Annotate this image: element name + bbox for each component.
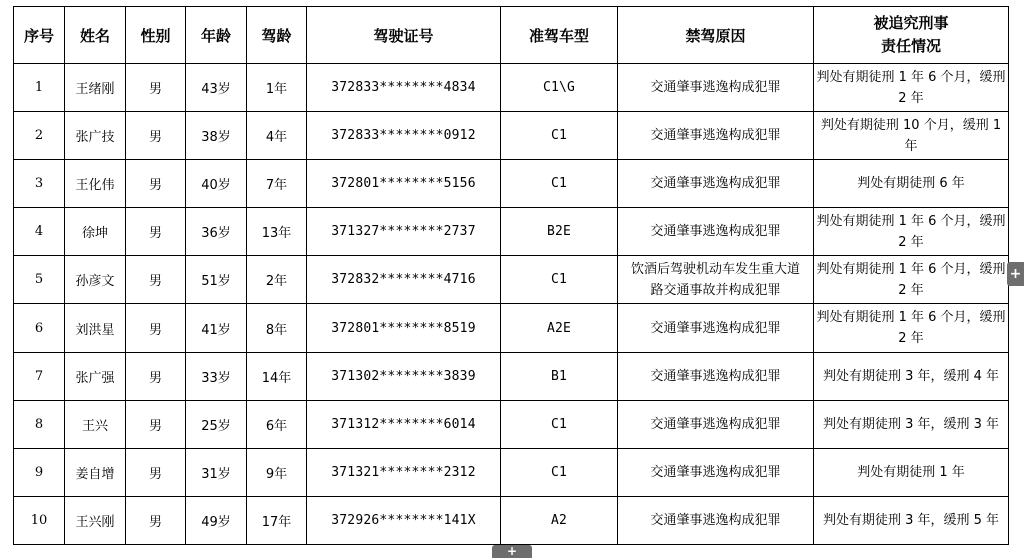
header-name: 姓名: [65, 7, 126, 64]
cell-ban-reason: [618, 448, 814, 496]
cell-license: 372833********0912: [307, 112, 501, 160]
cell-gender: 男: [126, 208, 186, 256]
cell-sentence: 判处有期徒刑 3 年，缓刑 3 年: [814, 400, 1009, 448]
cell-age: 43岁: [186, 64, 247, 112]
cell-age: 40岁: [186, 160, 247, 208]
expand-row-handle[interactable]: +: [492, 545, 532, 558]
cell-driving-years: 13年: [247, 208, 307, 256]
cell-license: 371327********2737: [307, 208, 501, 256]
header-gender: 性别: [126, 7, 186, 64]
header-criminal-line1: 被追究刑事: [873, 14, 949, 32]
cell-ban-reason: [618, 352, 814, 400]
ban-reason-line: 交通肇事逃逸构成犯罪: [650, 320, 781, 336]
cell-driving-years: 1年: [247, 64, 307, 112]
ban-reason-line: 路交通事故并构成犯罪: [650, 282, 781, 298]
cell-driving-years: 4年: [247, 112, 307, 160]
cell-license: 371302********3839: [307, 352, 501, 400]
cell-index: 5: [14, 256, 65, 304]
table-row: [14, 64, 1009, 112]
cell-gender: 男: [126, 112, 186, 160]
header-age: 年龄: [186, 7, 247, 64]
cell-vehicle-type: C1: [501, 448, 618, 496]
cell-name: 王绪刚: [65, 64, 126, 112]
cell-sentence: 判处有期徒刑 1 年 6 个月，缓刑 2 年: [814, 64, 1009, 112]
table-row: [14, 208, 1009, 256]
cell-license: 372801********5156: [307, 160, 501, 208]
cell-ban-reason: [618, 400, 814, 448]
ban-reason-line: 交通肇事逃逸构成犯罪: [650, 416, 781, 432]
cell-ban-reason: [618, 208, 814, 256]
header-vehicle-type: 准驾车型: [501, 7, 618, 64]
cell-gender: 男: [126, 448, 186, 496]
cell-age: 31岁: [186, 448, 247, 496]
cell-ban-reason: [618, 496, 814, 544]
cell-gender: 男: [126, 160, 186, 208]
cell-vehicle-type: C1\G: [501, 64, 618, 112]
table-row: [14, 496, 1009, 544]
cell-vehicle-type: B1: [501, 352, 618, 400]
cell-index: 7: [14, 352, 65, 400]
cell-vehicle-type: B2E: [501, 208, 618, 256]
header-ban-reason: 禁驾原因: [618, 7, 814, 64]
cell-name: 刘洪星: [65, 304, 126, 352]
cell-driving-years: 8年: [247, 304, 307, 352]
cell-sentence: 判处有期徒刑 3 年，缓刑 5 年: [814, 496, 1009, 544]
table-row: [14, 304, 1009, 352]
cell-driving-years: 7年: [247, 160, 307, 208]
cell-license: 371312********6014: [307, 400, 501, 448]
cell-vehicle-type: C1: [501, 400, 618, 448]
table-row: [14, 400, 1009, 448]
cell-gender: 男: [126, 496, 186, 544]
header-criminal-line2: 责任情况: [880, 37, 941, 55]
cell-age: 36岁: [186, 208, 247, 256]
cell-sentence: 判处有期徒刑 1 年: [814, 448, 1009, 496]
cell-sentence: 判处有期徒刑 3 年，缓刑 4 年: [814, 352, 1009, 400]
cell-license: 372926********141X: [307, 496, 501, 544]
cell-index: 6: [14, 304, 65, 352]
cell-ban-reason: [618, 304, 814, 352]
cell-gender: 男: [126, 304, 186, 352]
cell-index: 2: [14, 112, 65, 160]
ban-reason-line: 交通肇事逃逸构成犯罪: [650, 512, 781, 528]
ban-reason-line: 交通肇事逃逸构成犯罪: [650, 80, 781, 96]
cell-ban-reason: [618, 160, 814, 208]
cell-license: 371321********2312: [307, 448, 501, 496]
ban-reason-line: 交通肇事逃逸构成犯罪: [650, 368, 781, 384]
cell-driving-years: 2年: [247, 256, 307, 304]
cell-age: 51岁: [186, 256, 247, 304]
ban-reason-line: 交通肇事逃逸构成犯罪: [650, 128, 781, 144]
cell-license: 372801********8519: [307, 304, 501, 352]
cell-vehicle-type: C1: [501, 256, 618, 304]
cell-name: 王兴: [65, 400, 126, 448]
banned-drivers-table: [13, 6, 1009, 545]
header-license: 驾驶证号: [307, 7, 501, 64]
cell-index: 10: [14, 496, 65, 544]
cell-gender: 男: [126, 400, 186, 448]
cell-sentence: 判处有期徒刑 10 个月，缓刑 1 年: [814, 112, 1009, 160]
table-row: [14, 352, 1009, 400]
cell-index: 1: [14, 64, 65, 112]
cell-age: 33岁: [186, 352, 247, 400]
cell-name: 王化伟: [65, 160, 126, 208]
cell-name: 张广技: [65, 112, 126, 160]
cell-ban-reason: [618, 112, 814, 160]
cell-driving-years: 17年: [247, 496, 307, 544]
header-criminal-liability: [814, 7, 1009, 64]
cell-age: 25岁: [186, 400, 247, 448]
cell-vehicle-type: A2: [501, 496, 618, 544]
cell-sentence: 判处有期徒刑 1 年 6 个月，缓刑 2 年: [814, 304, 1009, 352]
header-row: [14, 7, 1009, 64]
cell-vehicle-type: C1: [501, 160, 618, 208]
cell-gender: 男: [126, 64, 186, 112]
cell-ban-reason: [618, 256, 814, 304]
expand-column-handle[interactable]: +: [1007, 262, 1024, 286]
cell-vehicle-type: C1: [501, 112, 618, 160]
cell-age: 49岁: [186, 496, 247, 544]
cell-license: 372832********4716: [307, 256, 501, 304]
table-row: [14, 160, 1009, 208]
cell-driving-years: 9年: [247, 448, 307, 496]
ban-reason-line: 交通肇事逃逸构成犯罪: [650, 224, 781, 240]
cell-gender: 男: [126, 256, 186, 304]
cell-sentence: 判处有期徒刑 6 年: [814, 160, 1009, 208]
cell-sentence: 判处有期徒刑 1 年 6 个月，缓刑 2 年: [814, 208, 1009, 256]
cell-driving-years: 6年: [247, 400, 307, 448]
cell-name: 张广强: [65, 352, 126, 400]
ban-reason-line: 饮酒后驾驶机动车发生重大道: [630, 261, 800, 277]
header-index: 序号: [14, 7, 65, 64]
cell-vehicle-type: A2E: [501, 304, 618, 352]
cell-ban-reason: [618, 64, 814, 112]
header-driving-years: 驾龄: [247, 7, 307, 64]
cell-index: 8: [14, 400, 65, 448]
table-row: [14, 256, 1009, 304]
cell-index: 4: [14, 208, 65, 256]
table-row: [14, 448, 1009, 496]
cell-gender: 男: [126, 352, 186, 400]
cell-index: 3: [14, 160, 65, 208]
ban-reason-line: 交通肇事逃逸构成犯罪: [650, 176, 781, 192]
cell-age: 41岁: [186, 304, 247, 352]
cell-driving-years: 14年: [247, 352, 307, 400]
cell-license: 372833********4834: [307, 64, 501, 112]
cell-name: 姜自增: [65, 448, 126, 496]
cell-name: 王兴刚: [65, 496, 126, 544]
cell-age: 38岁: [186, 112, 247, 160]
ban-reason-line: 交通肇事逃逸构成犯罪: [650, 464, 781, 480]
cell-name: 孙彦文: [65, 256, 126, 304]
cell-index: 9: [14, 448, 65, 496]
cell-sentence: 判处有期徒刑 1 年 6 个月，缓刑 2 年: [814, 256, 1009, 304]
table-row: [14, 112, 1009, 160]
cell-name: 徐坤: [65, 208, 126, 256]
